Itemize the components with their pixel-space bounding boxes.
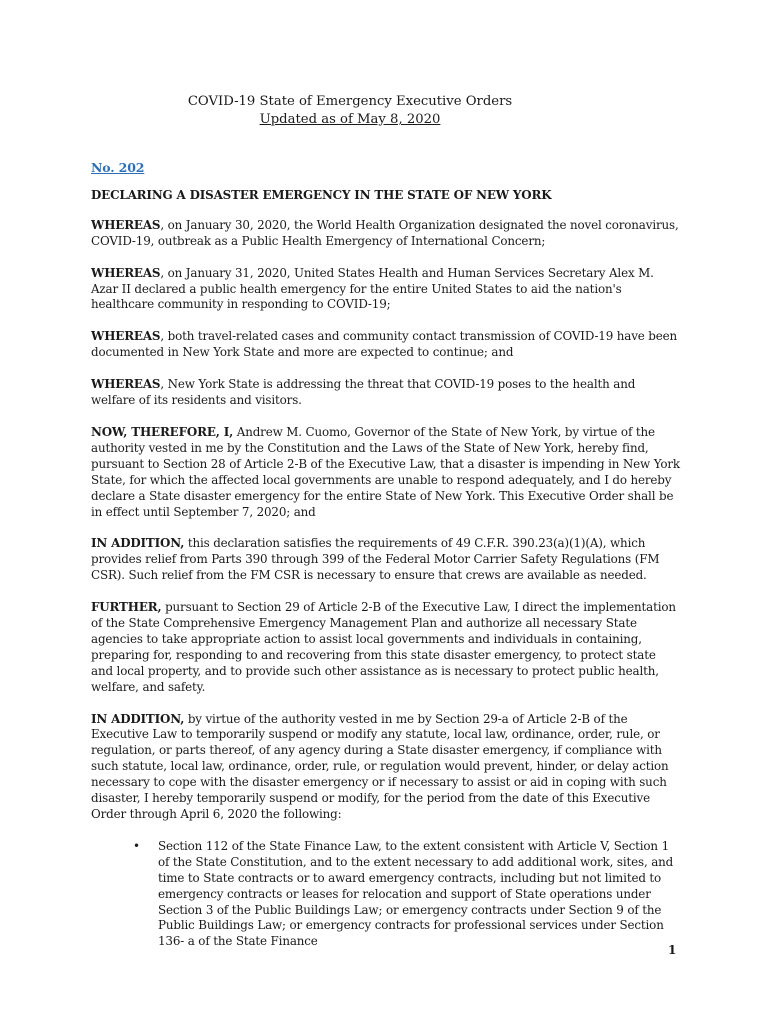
paragraph <box>91 377 681 409</box>
paragraph-lead: FURTHER, <box>91 600 162 615</box>
document-title: COVID-19 State of Emergency Executive Orders <box>187 94 513 109</box>
bullet-text: Section 112 of the State Finance Law, to the extent consistent with Article V, Section 1 of the State Constitution, and to the extent necessary to add additional work, sites, and time to State contracts or to award emergency contracts, including but not limited to emergency contracts or leases for relocation and support of State operations under Section 3 of the Public Buildings Law; or emergency contracts under Section 9 of the Public Buildings Law; or emergency contracts for professional services under Section 136- a of the State Finance <box>158 838 674 949</box>
paragraph-text: , both travel-related cases and community contact transmission of COVID-19 have been documented in New York State and more are expected to continue; and <box>91 329 678 360</box>
paragraph-lead: WHEREAS <box>91 217 161 232</box>
bullet-item <box>91 839 681 950</box>
order-number-link[interactable]: No. 202 <box>91 160 145 175</box>
paragraph-text: pursuant to Section 29 of Article 2-B of the Executive Law, I direct the implementation of the State Comprehensive Emergency Management Plan and authorize all necessary State agencies to take appropriate action to assist local governments and individuals in containing, preparing for, responding to and recovering from this state disaster emergency, to protect state and local property, and to provide such other assistance as is necessary to protect public health, welfare, and safety. <box>91 600 676 694</box>
bullet-dot-icon: • <box>133 838 140 853</box>
paragraph-lead: IN ADDITION, <box>91 536 185 551</box>
document-body <box>91 160 681 950</box>
paragraph <box>91 266 681 314</box>
paragraph-lead: WHEREAS <box>91 377 161 392</box>
order-heading: DECLARING A DISASTER EMERGENCY IN THE STATE OF NEW YORK <box>91 187 552 202</box>
paragraph <box>91 600 681 695</box>
paragraph-lead: WHEREAS <box>91 265 161 280</box>
paragraph-text: this declaration satisfies the requirements of 49 C.F.R. 390.23(a)(1)(A), which provides relief from Parts 390 through 399 of the Federal Motor Carrier Safety Regulations (FM CSR). Such relief from the FM CSR is necessary to ensure that crews are available as needed. <box>91 536 660 583</box>
paragraph-text: , on January 31, 2020, United States Health and Human Services Secretary Alex M. Azar II declared a public health emergency for the entire United States to aid the nation's healthcare community in responding to COVID-19; <box>91 265 654 312</box>
paragraph <box>91 329 681 361</box>
paragraph-text: by virtue of the authority vested in me by Section 29-a of Article 2-B of the Executive Law to temporarily suspend or modify any statute, local law, ordinance, order, rule, or regulation, or parts thereof, of any agency during a State disaster emergency, if compliance with such statute, local law, ordinance, order, rule, or regulation would prevent, hinder, or delay action necessary to cope with the disaster emergency or if necessary to assist or aid in coping with such disaster, I hereby temporarily suspend or modify, for the period from the date of this Executive Order through April 6, 2020 the following: <box>91 711 669 821</box>
paragraph-lead: WHEREAS <box>91 329 161 344</box>
page-number: 1 <box>668 943 677 957</box>
paragraph-text: , on January 30, 2020, the World Health Organization designated the novel coronavirus, COVID-19, outbreak as a Public Health Emergency of International Concern; <box>91 217 679 248</box>
paragraph-lead: IN ADDITION, <box>91 711 185 726</box>
title-block <box>0 93 700 129</box>
paragraph-text: , New York State is addressing the threat that COVID-19 poses to the health and welfare of its residents and visitors. <box>91 377 636 408</box>
paragraph-text: Andrew M. Cuomo, Governor of the State of New York, by virtue of the authority vested in me by the Constitution and the Laws of the State of New York, hereby find, pursuant to Section 28 of Article 2-B of the Executive Law, that a disaster is impending in New York State, for which the affected local governments are unable to respond adequately, and I do hereby declare a State disaster emergency for the entire State of New York. This Executive Order shall be in effect until September 7, 2020; and <box>91 424 680 519</box>
paragraph <box>91 712 681 823</box>
paragraph <box>91 425 681 520</box>
paragraph <box>91 218 681 250</box>
paragraph <box>91 536 681 584</box>
document-subtitle: Updated as of May 8, 2020 <box>259 112 441 127</box>
paragraph-lead: NOW, THEREFORE, I, <box>91 424 234 439</box>
